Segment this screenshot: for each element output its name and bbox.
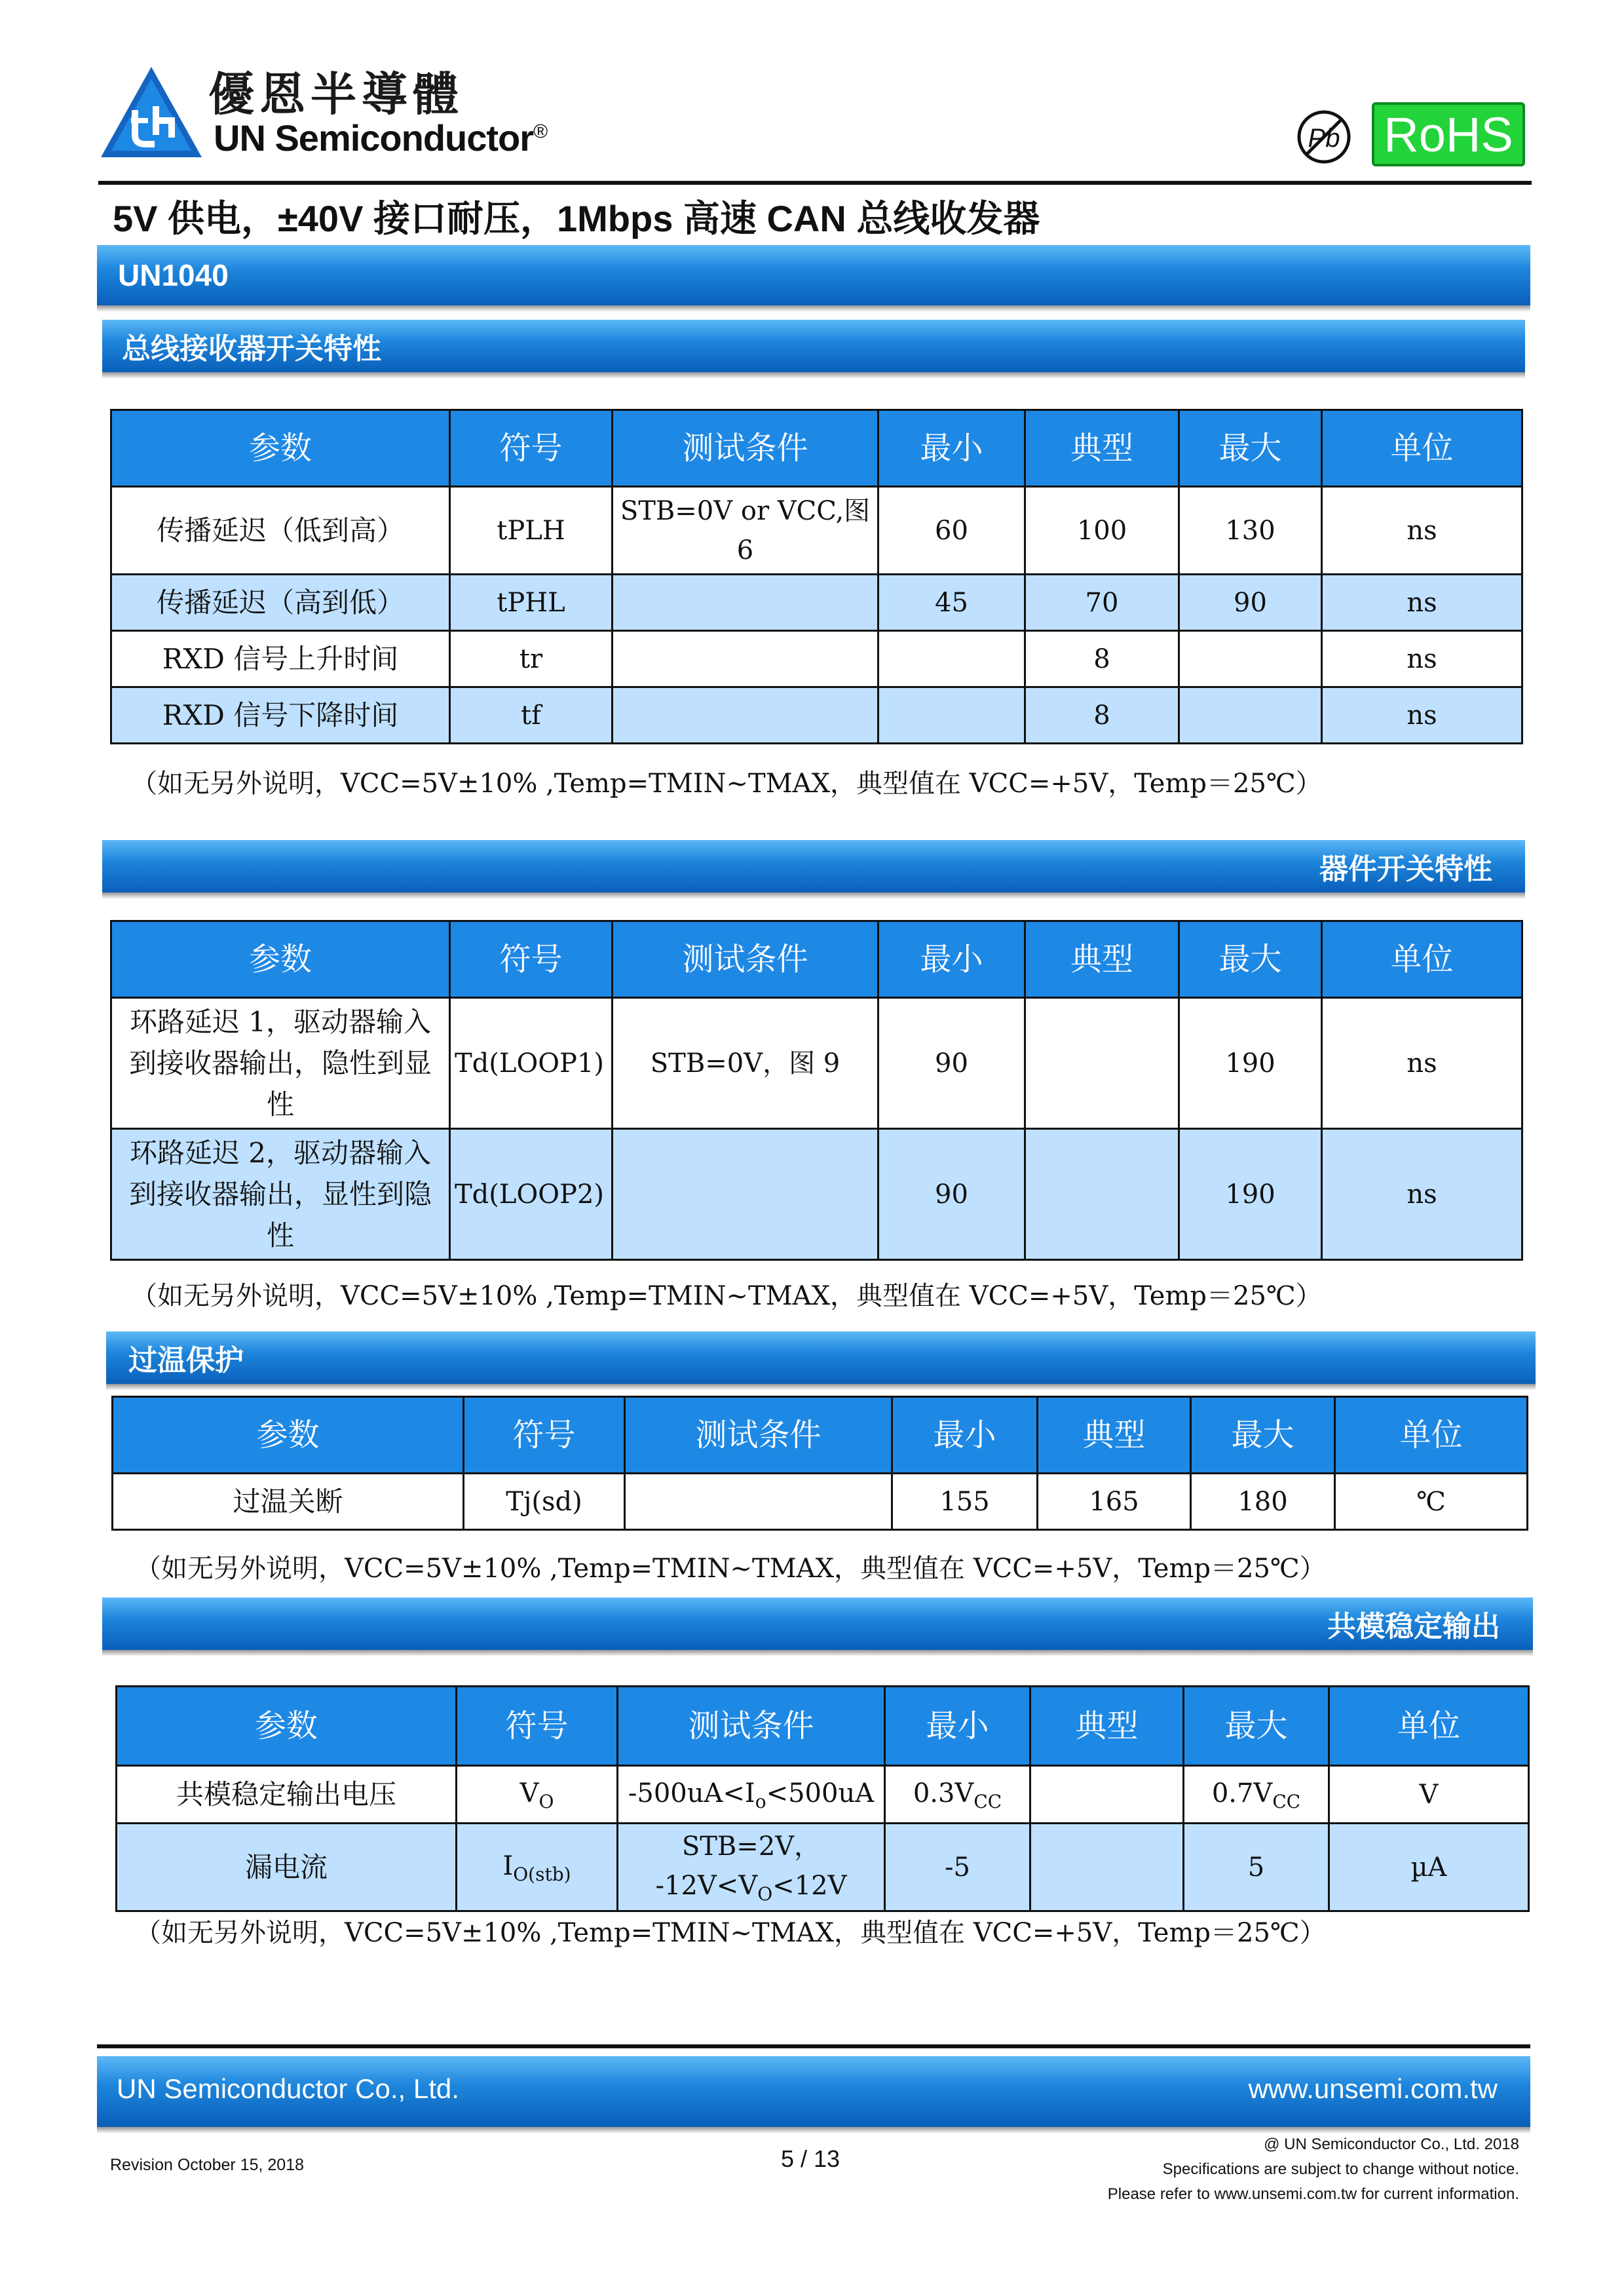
condition-cell: STB=0V，图 9 [613, 998, 878, 1129]
symbol-cell: Td(LOOP1) [450, 998, 613, 1129]
table-row [113, 1474, 1528, 1530]
unit-cell: V [1329, 1766, 1529, 1824]
col-header-param: 参数 [117, 1687, 457, 1766]
typ-cell [1030, 1766, 1184, 1824]
table-header-row [113, 1397, 1528, 1474]
max-cell [1179, 687, 1322, 744]
unit-cell: ns [1322, 1129, 1522, 1260]
rohs-badge: RoHS [1372, 102, 1525, 166]
typ-cell: 70 [1025, 575, 1179, 631]
company-name-cn: 優恩半導體 [208, 67, 464, 121]
typ-cell: 165 [1038, 1474, 1191, 1530]
device-switching-table [110, 920, 1523, 1261]
min-cell: 45 [878, 575, 1025, 631]
section-bar-receiver [102, 320, 1525, 372]
table-header-row [117, 1687, 1529, 1766]
document-title: 5V 供电，±40V 接口耐压，1Mbps 高速 CAN 总线收发器 [113, 198, 1040, 239]
conditions-note: （如无另外说明，VCC=5V±10% ,Temp=TMIN~TMAX，典型值在 VCC=+5V，Temp＝25℃） [131, 1281, 1322, 1311]
col-header-symbol: 符号 [457, 1687, 618, 1766]
min-cell: 60 [878, 487, 1025, 575]
col-header-unit: 单位 [1329, 1687, 1529, 1766]
min-cell [878, 687, 1025, 744]
section-bar-device [102, 840, 1525, 892]
min-cell [878, 631, 1025, 687]
col-header-unit: 单位 [1322, 410, 1522, 487]
pb-free-icon [1296, 109, 1352, 165]
table-header-row [111, 410, 1522, 487]
col-header-min: 最小 [885, 1687, 1030, 1766]
unit-cell: ℃ [1335, 1474, 1528, 1530]
symbol-cell: $V_O$ [457, 1766, 618, 1824]
section-bar-thermal [106, 1331, 1536, 1384]
max-cell: 190 [1179, 1129, 1322, 1260]
section-title: 过温保护 [128, 1345, 244, 1377]
page-number: 5 / 13 [781, 2145, 840, 2172]
col-header-typ: 典型 [1025, 410, 1179, 487]
reference-line: Please refer to www.unsemi.com.tw for current information. [1107, 2185, 1519, 2203]
col-header-typ: 典型 [1030, 1687, 1184, 1766]
max-cell: 90 [1179, 575, 1322, 631]
max-cell: 5 [1184, 1824, 1329, 1911]
condition-cell: STB=2V， $-12V<V_O<12V$ [618, 1824, 885, 1911]
symbol-cell: tf [450, 687, 613, 744]
param-cell: 环路延迟 2，驱动器输入到接收器输出，显性到隐性 [111, 1129, 450, 1260]
section-title: 共模稳定输出 [1327, 1611, 1500, 1643]
table-row [111, 687, 1522, 744]
col-header-condition: 测试条件 [613, 921, 878, 998]
symbol-cell: tr [450, 631, 613, 687]
condition-cell: $-500uA<I_o<500uA$ [618, 1766, 885, 1824]
max-cell: 180 [1191, 1474, 1335, 1530]
conditions-note: （如无另外说明，VCC=5V±10% ,Temp=TMIN~TMAX，典型值在 VCC=+5V，Temp＝25℃） [131, 769, 1322, 799]
col-header-max: 最大 [1184, 1687, 1329, 1766]
part-number: UN1040 [118, 258, 229, 292]
pb-label: Pb [1308, 124, 1340, 153]
typ-cell: 8 [1025, 687, 1179, 744]
typ-cell [1025, 1129, 1179, 1260]
max-cell: $0.7V_{CC}$ [1184, 1766, 1329, 1824]
conditions-note: （如无另外说明，VCC=5V±10% ,Temp=TMIN~TMAX，典型值在 VCC=+5V，Temp＝25℃） [135, 1554, 1326, 1584]
param-cell: 漏电流 [117, 1824, 457, 1911]
min-cell: -5 [885, 1824, 1030, 1911]
part-number-bar [97, 245, 1530, 305]
footer-website: www.unsemi.com.tw [1248, 2073, 1498, 2104]
min-cell: $0.3V_{CC}$ [885, 1766, 1030, 1824]
unit-cell: ns [1322, 998, 1522, 1129]
symbol-cell: tPHL [450, 575, 613, 631]
table-header-row [111, 921, 1522, 998]
symbol-cell: Tj(sd) [464, 1474, 625, 1530]
param-cell: 传播延迟（低到高） [111, 487, 450, 575]
table-row [111, 998, 1522, 1129]
min-cell: 90 [878, 1129, 1025, 1260]
unit-cell: µA [1329, 1824, 1529, 1911]
col-header-typ: 典型 [1025, 921, 1179, 998]
section-title: 器件开关特性 [1319, 853, 1492, 885]
param-cell: 共模稳定输出电压 [117, 1766, 457, 1824]
thermal-table [111, 1396, 1528, 1531]
copyright-line: @ UN Semiconductor Co., Ltd. 2018 [1264, 2135, 1519, 2153]
table-row [111, 487, 1522, 575]
table-row [111, 1129, 1522, 1260]
section-bar-common-mode [102, 1598, 1533, 1650]
col-header-condition: 测试条件 [625, 1397, 892, 1474]
col-header-param: 参数 [113, 1397, 464, 1474]
col-header-symbol: 符号 [464, 1397, 625, 1474]
typ-cell [1025, 998, 1179, 1129]
header-divider [98, 181, 1532, 185]
receiver-switching-table [110, 409, 1523, 744]
max-cell [1179, 631, 1322, 687]
table-row [117, 1766, 1529, 1824]
col-header-max: 最大 [1179, 921, 1322, 998]
condition-cell: STB=0V or VCC,图 6 [613, 487, 878, 575]
col-header-min: 最小 [878, 921, 1025, 998]
param-cell: 过温关断 [113, 1474, 464, 1530]
symbol-cell: $I_{O(stb)}$ [457, 1824, 618, 1911]
table-row [111, 631, 1522, 687]
footer-bar [97, 2056, 1530, 2127]
col-header-symbol: 符号 [450, 410, 613, 487]
table-row [117, 1824, 1529, 1911]
table-row [111, 575, 1522, 631]
unit-cell: ns [1322, 631, 1522, 687]
symbol-cell: Td(LOOP2) [450, 1129, 613, 1260]
unit-cell: ns [1322, 687, 1522, 744]
param-cell: 环路延迟 1，驱动器输入到接收器输出，隐性到显性 [111, 998, 450, 1129]
disclaimer-line: Specifications are subject to change without notice. [1162, 2160, 1519, 2178]
copyright-block [1108, 2132, 1519, 2207]
col-header-max: 最大 [1191, 1397, 1335, 1474]
symbol-cell: tPLH [450, 487, 613, 575]
footer-divider [97, 2044, 1530, 2048]
condition-cell [613, 687, 878, 744]
condition-cell [613, 575, 878, 631]
unit-cell: ns [1322, 575, 1522, 631]
col-header-symbol: 符号 [450, 921, 613, 998]
col-header-min: 最小 [878, 410, 1025, 487]
col-header-unit: 单位 [1322, 921, 1522, 998]
col-header-condition: 测试条件 [613, 410, 878, 487]
col-header-typ: 典型 [1038, 1397, 1191, 1474]
col-header-param: 参数 [111, 410, 450, 487]
typ-cell: 8 [1025, 631, 1179, 687]
param-cell: RXD 信号下降时间 [111, 687, 450, 744]
max-cell: 190 [1179, 998, 1322, 1129]
min-cell: 90 [878, 998, 1025, 1129]
col-header-param: 参数 [111, 921, 450, 998]
typ-cell [1030, 1824, 1184, 1911]
condition-cell [613, 1129, 878, 1260]
condition-cell [613, 631, 878, 687]
param-cell: 传播延迟（高到低） [111, 575, 450, 631]
company-name-en: UN Semiconductor® [214, 117, 548, 159]
min-cell: 155 [892, 1474, 1038, 1530]
revision-date: Revision October 15, 2018 [110, 2156, 305, 2174]
col-header-min: 最小 [892, 1397, 1038, 1474]
max-cell: 130 [1179, 487, 1322, 575]
col-header-max: 最大 [1179, 410, 1322, 487]
unit-cell: ns [1322, 487, 1522, 575]
typ-cell: 100 [1025, 487, 1179, 575]
col-header-condition: 测试条件 [618, 1687, 885, 1766]
col-header-unit: 单位 [1335, 1397, 1528, 1474]
condition-cell [625, 1474, 892, 1530]
param-cell: RXD 信号上升时间 [111, 631, 450, 687]
footer-company: UN Semiconductor Co., Ltd. [117, 2073, 459, 2104]
common-mode-table [115, 1685, 1530, 1912]
company-logo-icon [98, 64, 204, 163]
section-title: 总线接收器开关特性 [122, 333, 381, 365]
conditions-note: （如无另外说明，VCC=5V±10% ,Temp=TMIN~TMAX，典型值在 VCC=+5V，Temp＝25℃） [135, 1918, 1326, 1948]
